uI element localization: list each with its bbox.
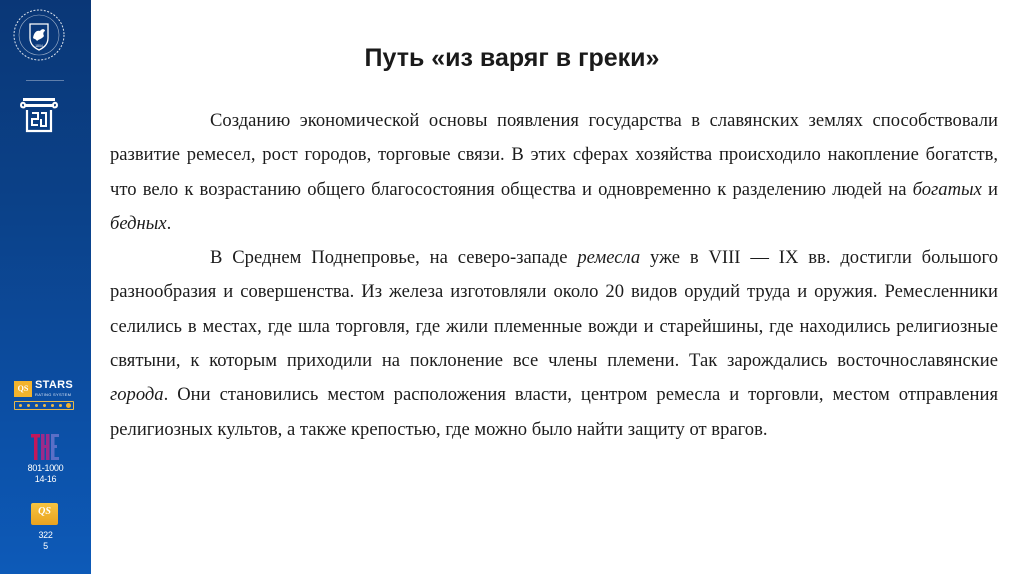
column-emblem-icon xyxy=(19,97,59,133)
text-segment: и xyxy=(981,178,998,200)
paragraph xyxy=(110,241,998,447)
the-ranking xyxy=(0,463,91,485)
slide-title xyxy=(0,44,1024,73)
the-rank-national: 14-16 xyxy=(34,474,57,484)
slide-title-text: Путь «из варяг в греки» xyxy=(364,44,660,72)
text-segment: уже в VIII — IX вв. достигли большого разнообразия и совершенства. Из железа изготовляли около 20 видов орудий труда и оружия. Ремесленники селились в местах, где шла торговля, где жили племенные вожди и старейшины, где находились религиозные святыни, к которым приходили на поклонение все члены племени. Так зарождались восточнославянские xyxy=(110,247,998,372)
sidebar-divider xyxy=(26,80,64,81)
emphasis-text: богатых xyxy=(912,178,982,200)
sidebar xyxy=(0,0,91,574)
qs-ranking xyxy=(0,530,91,552)
text-segment: . Они становились местом расположения власти, центром ремесла и торговли, местом отправления религиозных культов, а также крепостью, где можно было найти защиту от врагов. xyxy=(110,384,998,440)
the-rank-world: 801-1000 xyxy=(27,463,64,473)
text-segment: В Среднем Поднепровье, на северо-западе xyxy=(210,247,578,269)
qs-logo-icon: QS xyxy=(14,381,32,397)
svg-text:1804: 1804 xyxy=(35,44,43,48)
emphasis-text: города xyxy=(110,384,164,406)
slide-body xyxy=(110,104,998,447)
emphasis-text: ремесла xyxy=(577,247,641,269)
qs-logo-icon: QS xyxy=(31,503,58,525)
qs-stars-title: STARS xyxy=(35,379,73,391)
qs-rank-world: 322 xyxy=(38,530,53,540)
plus-icon xyxy=(66,403,71,408)
paragraph xyxy=(110,104,998,241)
the-logo-icon xyxy=(30,432,60,462)
qs-stars-badge xyxy=(13,380,77,412)
emphasis-text: бедных xyxy=(110,212,167,234)
text-segment: . xyxy=(166,212,172,234)
star-rating-bar xyxy=(14,401,74,410)
text-segment: Созданию экономической основы появления государства в славянских землях способствовали развитие ремесел, рост городов, торговые связи. В этих сферах хозяйства происходило накопление богатств, что вело к возрастанию общего благосостояния общества и одновременно к разделению людей на xyxy=(110,110,998,200)
qs-rank-national: 5 xyxy=(43,541,48,551)
qs-stars-subtitle: RATING SYSTEM xyxy=(35,392,72,397)
